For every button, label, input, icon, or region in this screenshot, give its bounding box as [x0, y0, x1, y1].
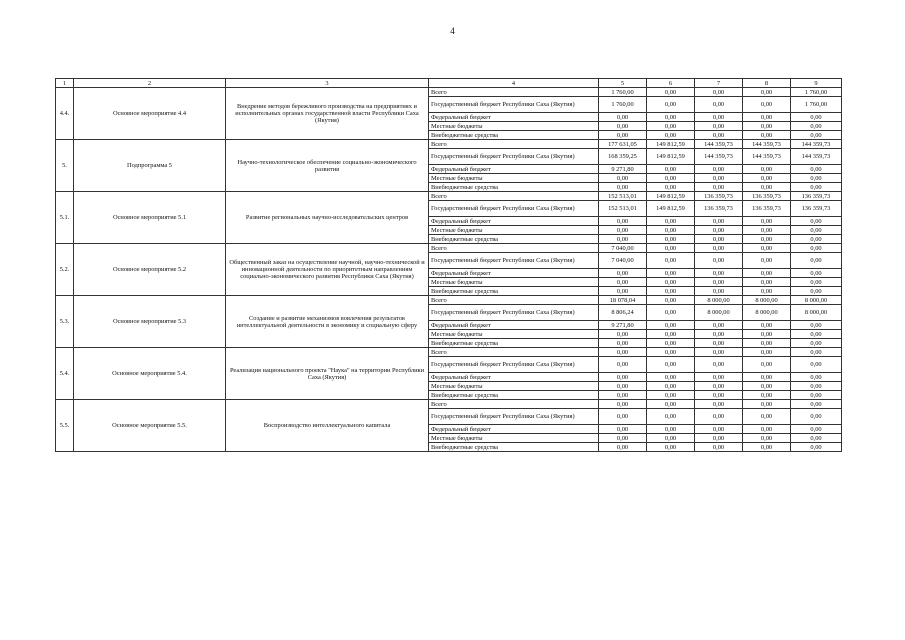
section-name: Подпрограмма 5	[74, 140, 226, 192]
amount-cell: 0,00	[695, 409, 743, 425]
amount-cell: 0,00	[695, 183, 743, 192]
section-name: Основное мероприятие 4.4	[74, 88, 226, 140]
amount-cell: 0,00	[695, 357, 743, 373]
amount-cell: 177 631,05	[599, 140, 647, 149]
table-row	[56, 348, 842, 357]
amount-cell: 8 000,00	[791, 305, 842, 321]
amount-cell: 0,00	[791, 174, 842, 183]
table-row	[56, 296, 842, 305]
amount-cell: 0,00	[695, 235, 743, 244]
amount-cell: 149 812,59	[647, 201, 695, 217]
amount-cell: 8 000,00	[695, 296, 743, 305]
amount-cell: 136 359,73	[791, 192, 842, 201]
amount-cell: 0,00	[791, 434, 842, 443]
funding-source: Местные бюджеты	[429, 174, 599, 183]
column-number-row	[56, 79, 842, 88]
funding-source: Внебюджетные средства	[429, 235, 599, 244]
amount-cell: 0,00	[695, 425, 743, 434]
section-description: Создание и развитие механизмов вовлечения результатов интеллектуальной деятельности в экономику и социальную сферу	[226, 296, 429, 348]
section-description: Общественный заказ на осуществление научной, научно-технической и инновационной деятельности по приоритетным направлениям социально-экономического развития Республики Саха (Якутия)	[226, 244, 429, 296]
amount-cell: 0,00	[743, 131, 791, 140]
amount-cell: 0,00	[647, 382, 695, 391]
amount-cell: 0,00	[791, 357, 842, 373]
amount-cell: 0,00	[791, 183, 842, 192]
amount-cell: 0,00	[647, 321, 695, 330]
amount-cell: 0,00	[647, 113, 695, 122]
funding-source: Всего	[429, 244, 599, 253]
amount-cell: 0,00	[695, 391, 743, 400]
amount-cell: 0,00	[695, 113, 743, 122]
amount-cell: 8 000,00	[791, 296, 842, 305]
section-name: Основное мероприятие 5.3	[74, 296, 226, 348]
amount-cell: 136 359,73	[743, 192, 791, 201]
amount-cell: 0,00	[647, 97, 695, 113]
amount-cell: 0,00	[647, 357, 695, 373]
amount-cell: 0,00	[647, 400, 695, 409]
amount-cell: 0,00	[743, 400, 791, 409]
amount-cell: 0,00	[599, 287, 647, 296]
funding-source: Всего	[429, 296, 599, 305]
amount-cell: 0,00	[743, 425, 791, 434]
amount-cell: 0,00	[599, 278, 647, 287]
funding-source: Государственный бюджет Республики Саха (Якутия)	[429, 201, 599, 217]
amount-cell: 0,00	[647, 235, 695, 244]
amount-cell: 0,00	[695, 244, 743, 253]
amount-cell: 0,00	[791, 348, 842, 357]
amount-cell: 0,00	[695, 122, 743, 131]
amount-cell: 0,00	[695, 400, 743, 409]
amount-cell: 9 271,80	[599, 321, 647, 330]
amount-cell: 0,00	[743, 287, 791, 296]
amount-cell: 149 812,59	[647, 149, 695, 165]
section-name: Основное мероприятие 5.4.	[74, 348, 226, 400]
amount-cell: 0,00	[647, 348, 695, 357]
amount-cell: 0,00	[695, 443, 743, 452]
funding-source: Государственный бюджет Республики Саха (Якутия)	[429, 97, 599, 113]
column-number: 8	[743, 79, 791, 88]
amount-cell: 8 806,24	[599, 305, 647, 321]
amount-cell: 0,00	[791, 339, 842, 348]
funding-source: Всего	[429, 140, 599, 149]
amount-cell: 0,00	[695, 269, 743, 278]
amount-cell: 0,00	[647, 409, 695, 425]
funding-source: Федеральный бюджет	[429, 425, 599, 434]
amount-cell: 8 000,00	[743, 296, 791, 305]
amount-cell: 0,00	[695, 434, 743, 443]
budget-table-body	[56, 79, 842, 452]
amount-cell: 0,00	[599, 434, 647, 443]
amount-cell: 0,00	[791, 278, 842, 287]
amount-cell: 0,00	[695, 165, 743, 174]
section-name: Основное мероприятие 5.1	[74, 192, 226, 244]
amount-cell: 0,00	[599, 183, 647, 192]
funding-source: Государственный бюджет Республики Саха (Якутия)	[429, 149, 599, 165]
column-number: 6	[647, 79, 695, 88]
funding-source: Государственный бюджет Республики Саха (Якутия)	[429, 305, 599, 321]
amount-cell: 18 078,04	[599, 296, 647, 305]
column-number: 4	[429, 79, 599, 88]
funding-source: Внебюджетные средства	[429, 391, 599, 400]
amount-cell: 0,00	[599, 425, 647, 434]
amount-cell: 0,00	[647, 373, 695, 382]
amount-cell: 0,00	[743, 321, 791, 330]
amount-cell: 0,00	[647, 88, 695, 97]
table-row	[56, 400, 842, 409]
amount-cell: 0,00	[647, 287, 695, 296]
amount-cell: 0,00	[599, 391, 647, 400]
table-row	[56, 192, 842, 201]
amount-cell: 0,00	[743, 165, 791, 174]
amount-cell: 0,00	[695, 88, 743, 97]
amount-cell: 0,00	[743, 183, 791, 192]
amount-cell: 0,00	[647, 425, 695, 434]
column-number: 1	[56, 79, 74, 88]
column-number: 5	[599, 79, 647, 88]
amount-cell: 0,00	[791, 226, 842, 235]
amount-cell: 0,00	[695, 287, 743, 296]
amount-cell: 0,00	[791, 122, 842, 131]
amount-cell: 0,00	[647, 122, 695, 131]
amount-cell: 0,00	[647, 305, 695, 321]
funding-source: Всего	[429, 348, 599, 357]
amount-cell: 0,00	[695, 339, 743, 348]
section-number: 5.3.	[56, 296, 74, 348]
amount-cell: 0,00	[647, 165, 695, 174]
amount-cell: 0,00	[599, 373, 647, 382]
amount-cell: 0,00	[743, 122, 791, 131]
funding-source: Местные бюджеты	[429, 226, 599, 235]
amount-cell: 0,00	[743, 330, 791, 339]
amount-cell: 0,00	[695, 174, 743, 183]
amount-cell: 0,00	[695, 278, 743, 287]
amount-cell: 0,00	[599, 226, 647, 235]
amount-cell: 0,00	[791, 244, 842, 253]
amount-cell: 144 359,73	[695, 140, 743, 149]
amount-cell: 0,00	[791, 425, 842, 434]
funding-source: Федеральный бюджет	[429, 113, 599, 122]
table-row	[56, 140, 842, 149]
section-description: Воспроизводство интеллектуального капитала	[226, 400, 429, 452]
amount-cell: 0,00	[695, 226, 743, 235]
amount-cell: 8 000,00	[743, 305, 791, 321]
amount-cell: 0,00	[695, 217, 743, 226]
amount-cell: 0,00	[647, 330, 695, 339]
funding-source: Всего	[429, 400, 599, 409]
funding-source: Внебюджетные средства	[429, 339, 599, 348]
amount-cell: 0,00	[743, 391, 791, 400]
amount-cell: 1 760,00	[599, 97, 647, 113]
amount-cell: 0,00	[599, 122, 647, 131]
amount-cell: 0,00	[743, 253, 791, 269]
funding-source: Местные бюджеты	[429, 382, 599, 391]
amount-cell: 0,00	[647, 434, 695, 443]
amount-cell: 0,00	[647, 278, 695, 287]
page-number: 4	[450, 26, 455, 36]
amount-cell: 149 812,59	[647, 140, 695, 149]
funding-source: Местные бюджеты	[429, 278, 599, 287]
funding-source: Государственный бюджет Республики Саха (Якутия)	[429, 409, 599, 425]
column-number: 7	[695, 79, 743, 88]
amount-cell: 0,00	[791, 269, 842, 278]
amount-cell: 0,00	[743, 97, 791, 113]
amount-cell: 0,00	[791, 330, 842, 339]
funding-source: Всего	[429, 192, 599, 201]
amount-cell: 136 359,73	[695, 201, 743, 217]
table-row	[56, 244, 842, 253]
section-number: 5.4.	[56, 348, 74, 400]
funding-source: Федеральный бюджет	[429, 165, 599, 174]
funding-source: Федеральный бюджет	[429, 373, 599, 382]
amount-cell: 0,00	[599, 174, 647, 183]
budget-table	[55, 78, 842, 452]
amount-cell: 0,00	[743, 339, 791, 348]
table-row	[56, 88, 842, 97]
section-number: 4.4.	[56, 88, 74, 140]
section-description: Внедрение методов бережливого производства на предприятиях и исполнительных органах государственной власти Республики Саха (Якутия)	[226, 88, 429, 140]
funding-source: Внебюджетные средства	[429, 131, 599, 140]
section-description: Научно-технологическое обеспечение социально-экономического развития	[226, 140, 429, 192]
amount-cell: 0,00	[743, 443, 791, 452]
amount-cell: 0,00	[647, 183, 695, 192]
funding-source: Местные бюджеты	[429, 434, 599, 443]
section-name: Основное мероприятие 5.5.	[74, 400, 226, 452]
column-number: 3	[226, 79, 429, 88]
amount-cell: 0,00	[791, 253, 842, 269]
amount-cell: 152 513,01	[599, 192, 647, 201]
amount-cell: 0,00	[743, 174, 791, 183]
amount-cell: 0,00	[743, 217, 791, 226]
amount-cell: 0,00	[791, 400, 842, 409]
amount-cell: 0,00	[791, 382, 842, 391]
amount-cell: 0,00	[599, 235, 647, 244]
funding-source: Федеральный бюджет	[429, 321, 599, 330]
amount-cell: 0,00	[647, 217, 695, 226]
funding-source: Внебюджетные средства	[429, 443, 599, 452]
amount-cell: 0,00	[743, 348, 791, 357]
amount-cell: 7 040,00	[599, 244, 647, 253]
amount-cell: 0,00	[743, 235, 791, 244]
amount-cell: 0,00	[791, 113, 842, 122]
amount-cell: 0,00	[599, 269, 647, 278]
amount-cell: 0,00	[743, 357, 791, 373]
amount-cell: 144 359,73	[695, 149, 743, 165]
amount-cell: 9 271,80	[599, 165, 647, 174]
amount-cell: 0,00	[791, 391, 842, 400]
funding-source: Внебюджетные средства	[429, 287, 599, 296]
amount-cell: 0,00	[695, 97, 743, 113]
amount-cell: 0,00	[647, 174, 695, 183]
amount-cell: 0,00	[599, 400, 647, 409]
amount-cell: 136 359,73	[791, 201, 842, 217]
amount-cell: 0,00	[791, 165, 842, 174]
funding-source: Федеральный бюджет	[429, 217, 599, 226]
amount-cell: 0,00	[599, 113, 647, 122]
amount-cell: 0,00	[743, 226, 791, 235]
amount-cell: 0,00	[599, 131, 647, 140]
amount-cell: 0,00	[743, 244, 791, 253]
amount-cell: 0,00	[791, 409, 842, 425]
section-number: 5.	[56, 140, 74, 192]
section-description: Развитие региональных научно-исследовательских центров	[226, 192, 429, 244]
amount-cell: 0,00	[791, 373, 842, 382]
amount-cell: 7 040,00	[599, 253, 647, 269]
amount-cell: 0,00	[695, 348, 743, 357]
amount-cell: 0,00	[743, 382, 791, 391]
funding-source: Федеральный бюджет	[429, 269, 599, 278]
amount-cell: 0,00	[647, 296, 695, 305]
amount-cell: 0,00	[695, 373, 743, 382]
amount-cell: 0,00	[743, 373, 791, 382]
amount-cell: 0,00	[743, 409, 791, 425]
amount-cell: 136 359,73	[743, 201, 791, 217]
amount-cell: 0,00	[599, 409, 647, 425]
funding-source: Всего	[429, 88, 599, 97]
funding-source: Местные бюджеты	[429, 330, 599, 339]
amount-cell: 0,00	[599, 217, 647, 226]
amount-cell: 152 513,01	[599, 201, 647, 217]
amount-cell: 1 760,00	[791, 97, 842, 113]
amount-cell: 168 359,25	[599, 149, 647, 165]
funding-source: Государственный бюджет Республики Саха (Якутия)	[429, 253, 599, 269]
amount-cell: 0,00	[743, 113, 791, 122]
amount-cell: 136 359,73	[695, 192, 743, 201]
amount-cell: 0,00	[743, 88, 791, 97]
amount-cell: 1 760,00	[791, 88, 842, 97]
amount-cell: 0,00	[599, 357, 647, 373]
amount-cell: 0,00	[647, 131, 695, 140]
amount-cell: 144 359,73	[791, 140, 842, 149]
amount-cell: 144 359,73	[743, 149, 791, 165]
amount-cell: 0,00	[599, 443, 647, 452]
amount-cell: 0,00	[695, 131, 743, 140]
funding-source: Внебюджетные средства	[429, 183, 599, 192]
amount-cell: 0,00	[647, 269, 695, 278]
amount-cell: 0,00	[647, 226, 695, 235]
amount-cell: 0,00	[791, 217, 842, 226]
amount-cell: 8 000,00	[695, 305, 743, 321]
amount-cell: 144 359,73	[743, 140, 791, 149]
amount-cell: 0,00	[743, 269, 791, 278]
amount-cell: 0,00	[647, 253, 695, 269]
amount-cell: 149 812,59	[647, 192, 695, 201]
amount-cell: 1 760,00	[599, 88, 647, 97]
amount-cell: 0,00	[647, 391, 695, 400]
section-name: Основное мероприятие 5.2	[74, 244, 226, 296]
amount-cell: 0,00	[695, 330, 743, 339]
amount-cell: 0,00	[743, 434, 791, 443]
amount-cell: 0,00	[647, 244, 695, 253]
amount-cell: 0,00	[695, 382, 743, 391]
column-number: 9	[791, 79, 842, 88]
amount-cell: 0,00	[599, 330, 647, 339]
section-number: 5.5.	[56, 400, 74, 452]
funding-source: Местные бюджеты	[429, 122, 599, 131]
amount-cell: 0,00	[791, 443, 842, 452]
column-number: 2	[74, 79, 226, 88]
amount-cell: 0,00	[647, 339, 695, 348]
amount-cell: 0,00	[791, 321, 842, 330]
section-number: 5.1.	[56, 192, 74, 244]
amount-cell: 0,00	[791, 235, 842, 244]
section-number: 5.2.	[56, 244, 74, 296]
amount-cell: 0,00	[743, 278, 791, 287]
amount-cell: 0,00	[599, 348, 647, 357]
amount-cell: 0,00	[647, 443, 695, 452]
amount-cell: 0,00	[791, 131, 842, 140]
section-description: Реализация национального проекта "Наука" на территории Республики Саха (Якутия)	[226, 348, 429, 400]
amount-cell: 0,00	[599, 382, 647, 391]
amount-cell: 0,00	[599, 339, 647, 348]
amount-cell: 0,00	[695, 253, 743, 269]
amount-cell: 0,00	[791, 287, 842, 296]
funding-source: Государственный бюджет Республики Саха (Якутия)	[429, 357, 599, 373]
amount-cell: 144 359,73	[791, 149, 842, 165]
amount-cell: 0,00	[695, 321, 743, 330]
